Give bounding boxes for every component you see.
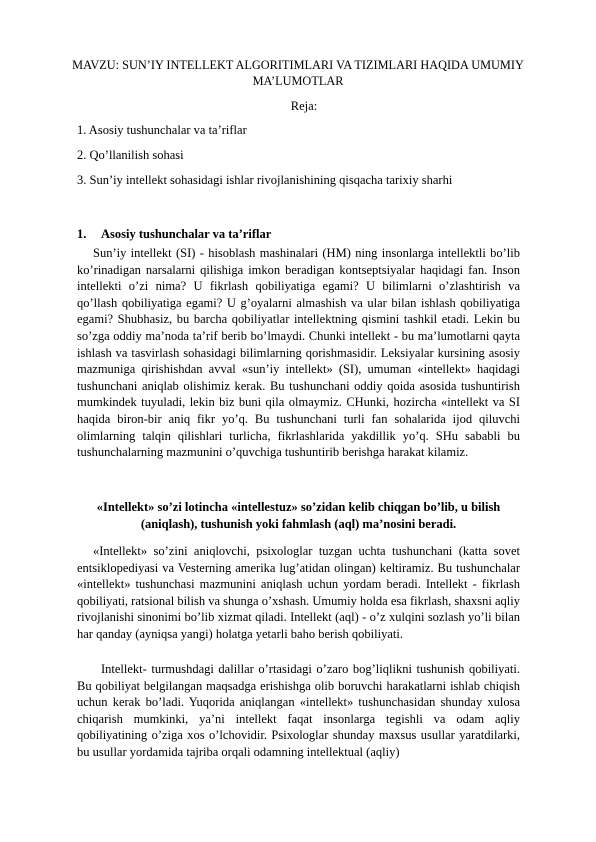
plan-item: 1. Asosiy tushunchalar va ta’riflar xyxy=(77,123,247,137)
paragraph: Intellekt- turmushdagi dalillar o’rtasidagi o’zaro bog’liqlikni tushunish qobiliyati. Bu qobiliyat belgilangan maqsadga erishishga olib boruvchi harakatlarni ishlab chiqish uchun kerak bo’ladi. Yuqorida aniqlangan «intellekt» tushunchasidan shunday xulosa chiqarish mumkinki, ya’ni intellekt faqat insonlarga tegishli va odam aqliy qobiliyatining o’ziga xos o’lchovidir. Psixologlar shunday maxsus usullar yaratdilarki, bu usullar yordamida tajriba orqali odamning intellektual (aqliy) xyxy=(77,662,520,759)
section-heading-text: Asosiy tushunchalar va ta’riflar xyxy=(101,227,272,241)
section-heading xyxy=(77,226,271,242)
paragraph: «Intellekt» so’zini aniqlovchi, psixologlar tuzgan uchta tushunchani (katta sovet entsiklopediyasi va Vesterning amerika lug’atidan olingan) keltiramiz. Bu tushunchalar «intellekt» tushunchasi mazmunini aniqlash uchun yordam beradi. Intellekt - fikrlash qobiliyati, ratsional bilish va shunga o’xshash. Umumiy holda esa fikrlash, shaxsni aqliy rivojlanishi sinonimi bo’lib xizmat qiladi. Intellekt (aql) - o’z xulqini sozlash yo’li bilan har qanday (ayniqsa yangi) holatga yetarli baho berish qobiliyati. xyxy=(77,544,520,641)
plan-item: 3. Sun’iy intellekt sohasidagi ishlar rivojlanishining qisqacha tarixiy sharhi xyxy=(77,173,453,187)
plan-label: Reja: xyxy=(290,99,318,113)
plan-item: 2. Qo’llanilish sohasi xyxy=(77,148,184,162)
bold-definition-paragraph: «Intellekt» so’zi lotincha «intellestuz» so’zidan kelib chiqgan bo’lib, u bilish (aniqlash), tushunish yoki fahmlash (aql) ma’nosini beradi. xyxy=(96,500,501,531)
paragraph: Sun’iy intellekt (SI) - hisoblash mashinalari (HM) ning insonlarga intellektli bo’lib ko’rinadigan narsalarni qilishiga imkon beradigan kontseptsiyalar haqidagi fan. Inson intellekti o’zi nima? U fikrlash qobiliyatiga egami? U bilimlarni o’zlashtirish va qo’llash qobiliyatiga egami? U g’oyalarni almashish va ular bilan ishlash qobiliyatiga egami? Shubhasiz, bu barcha qobiliyatlar intellektning qismini tashkil etadi. Lekin bu so’zga oddiy ma’noda ta’rif berib bo’lmaydi. Chunki intellekt - bu ma’lumotlarni qayta ishlash va tasvirlash sohasidagi bilimlarning qorishmasidir. Leksiyalar kursining asosiy mazmuniga qirishishdan avval «sun’iy intellekt» (SI), umuman «intellekt» haqidagi tushunchani aniqlab olishimiz kerak. Bu tushunchani oddiy qoida asosida tushuntirish mumkindek tuyuladi, lekin biz buni qila olmaymiz. CHunki, hozircha «intellekt va SI haqida biron-bir aniq fikr yo’q. Bu tushunchani turli fan sohalarida ijod qiluvchi olimlarning talqin qilishlari turlicha, fikrlashlarida yakdillik yo’q. SHu sababli bu tushunchalarning mazmunini o’quvchiga tushuntirib berishga harakat kilamiz. xyxy=(77,246,520,460)
section-number: 1. xyxy=(77,227,87,241)
document-title: MAVZU: SUN’IY INTELLEKT ALGORITIMLARI VA TIZIMLARI HAQIDA UMUMIY MA’LUMOTLAR xyxy=(72,58,524,88)
